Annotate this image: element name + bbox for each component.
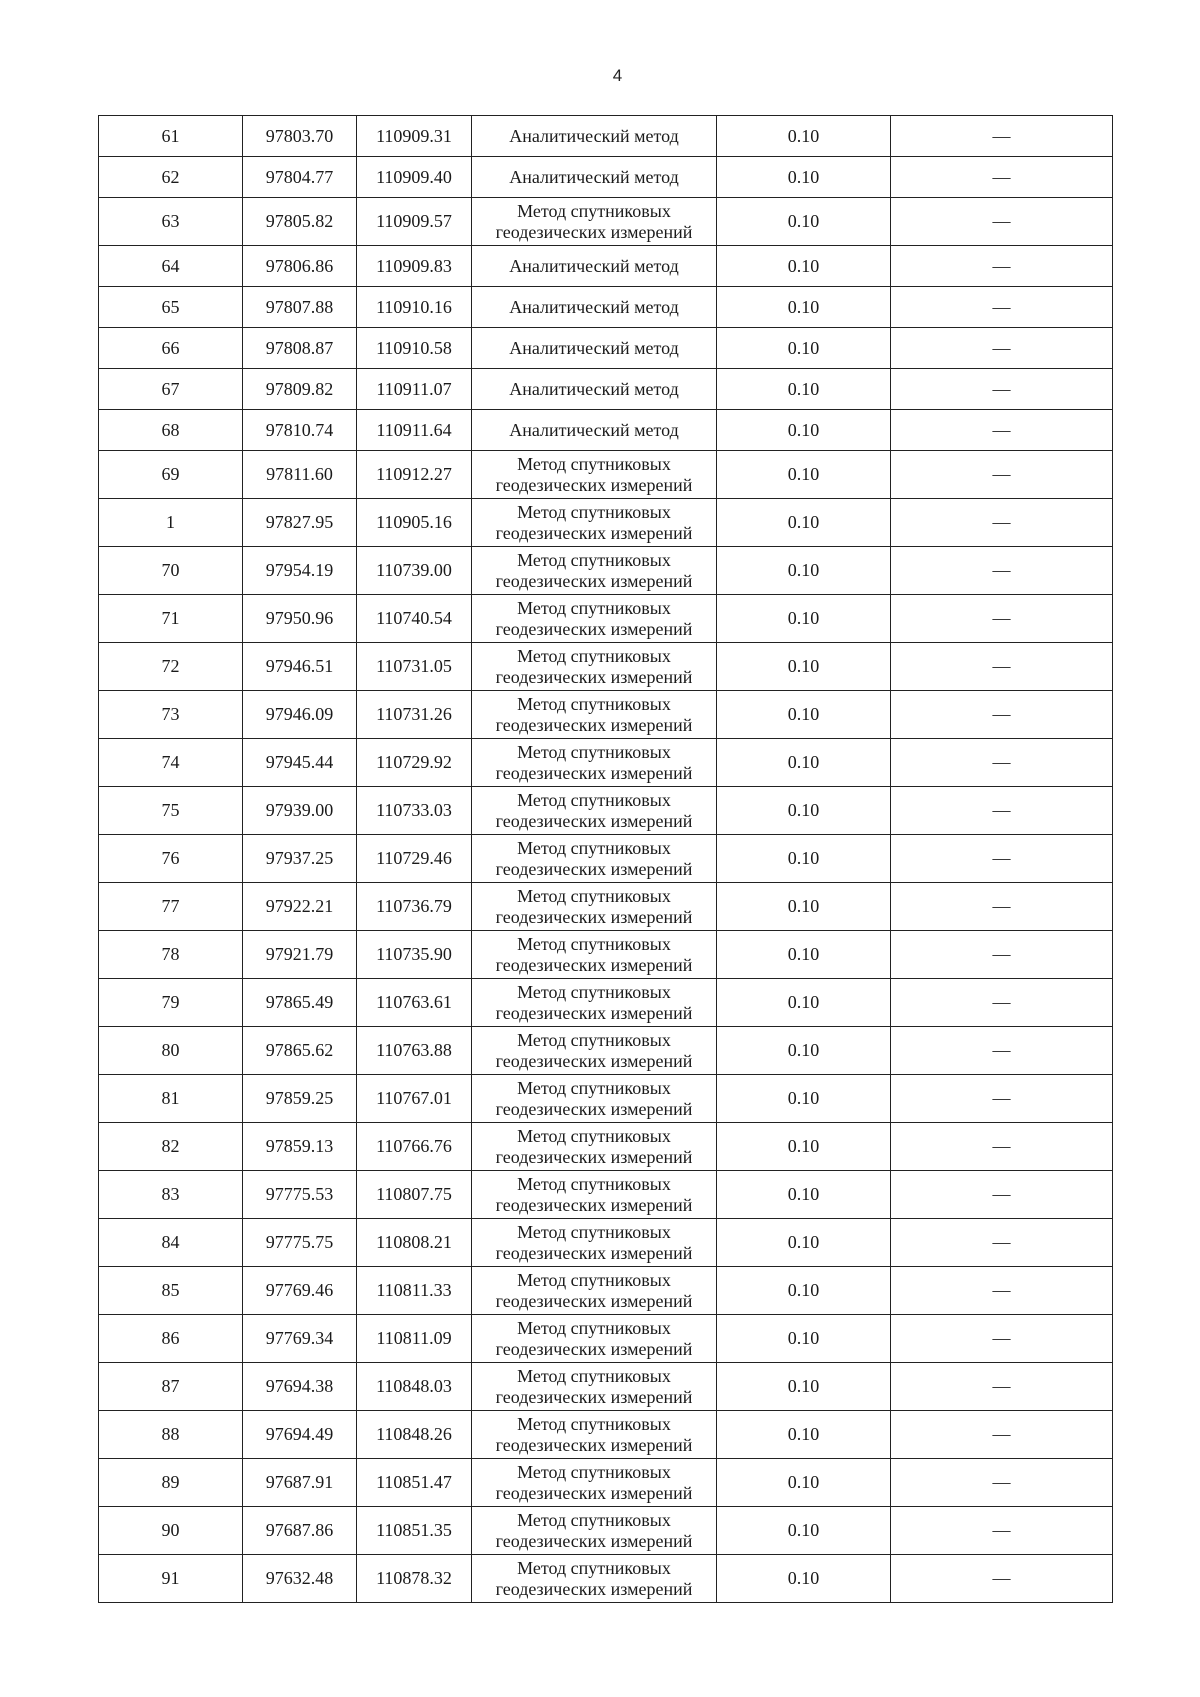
accuracy-cell: 0.10 bbox=[717, 1027, 891, 1075]
y-coordinate-cell: 110911.64 bbox=[357, 410, 472, 451]
point-number-cell: 80 bbox=[99, 1027, 243, 1075]
x-coordinate-cell: 97775.75 bbox=[243, 1219, 357, 1267]
table-row bbox=[99, 1171, 1113, 1219]
point-number-cell: 83 bbox=[99, 1171, 243, 1219]
table-row bbox=[99, 328, 1113, 369]
method-line: геодезических измерений bbox=[495, 1530, 693, 1551]
y-coordinate-cell: 110909.57 bbox=[357, 198, 472, 246]
table-row bbox=[99, 1219, 1113, 1267]
table-row bbox=[99, 157, 1113, 198]
method-cell bbox=[472, 1171, 717, 1219]
method-line: Метод спутниковых bbox=[517, 597, 671, 618]
method-line: Аналитический метод bbox=[509, 337, 679, 358]
note-cell: — bbox=[891, 595, 1113, 643]
point-number-cell: 72 bbox=[99, 643, 243, 691]
y-coordinate-cell: 110909.31 bbox=[357, 116, 472, 157]
point-number-cell: 89 bbox=[99, 1459, 243, 1507]
accuracy-cell: 0.10 bbox=[717, 198, 891, 246]
accuracy-cell: 0.10 bbox=[717, 1363, 891, 1411]
note-cell: — bbox=[891, 1507, 1113, 1555]
table-row bbox=[99, 410, 1113, 451]
point-number-cell: 68 bbox=[99, 410, 243, 451]
note-cell: — bbox=[891, 547, 1113, 595]
method-cell bbox=[472, 246, 717, 287]
method-cell bbox=[472, 116, 717, 157]
x-coordinate-cell: 97922.21 bbox=[243, 883, 357, 931]
method-line: геодезических измерений bbox=[495, 221, 693, 242]
method-cell bbox=[472, 198, 717, 246]
point-number-cell: 70 bbox=[99, 547, 243, 595]
accuracy-cell: 0.10 bbox=[717, 643, 891, 691]
note-cell: — bbox=[891, 1315, 1113, 1363]
y-coordinate-cell: 110766.76 bbox=[357, 1123, 472, 1171]
x-coordinate-cell: 97775.53 bbox=[243, 1171, 357, 1219]
method-cell bbox=[472, 1363, 717, 1411]
method-cell bbox=[472, 547, 717, 595]
x-coordinate-cell: 97811.60 bbox=[243, 451, 357, 499]
method-line: Метод спутниковых bbox=[517, 1221, 671, 1242]
table-row bbox=[99, 451, 1113, 499]
method-cell bbox=[472, 1459, 717, 1507]
x-coordinate-cell: 97950.96 bbox=[243, 595, 357, 643]
y-coordinate-cell: 110729.46 bbox=[357, 835, 472, 883]
method-line: Аналитический метод bbox=[509, 296, 679, 317]
method-cell bbox=[472, 835, 717, 883]
note-cell: — bbox=[891, 410, 1113, 451]
method-line: Метод спутниковых bbox=[517, 1077, 671, 1098]
point-number-cell: 77 bbox=[99, 883, 243, 931]
table-row bbox=[99, 1555, 1113, 1603]
table-row bbox=[99, 595, 1113, 643]
method-line: Метод спутниковых bbox=[517, 1509, 671, 1530]
method-line: геодезических измерений bbox=[495, 906, 693, 927]
point-number-cell: 67 bbox=[99, 369, 243, 410]
page-number: 4 bbox=[612, 66, 623, 85]
method-cell bbox=[472, 1411, 717, 1459]
table-row bbox=[99, 787, 1113, 835]
method-line: Метод спутниковых bbox=[517, 789, 671, 810]
method-line: Аналитический метод bbox=[509, 125, 679, 146]
table-row bbox=[99, 116, 1113, 157]
x-coordinate-cell: 97808.87 bbox=[243, 328, 357, 369]
method-line: геодезических измерений bbox=[495, 1242, 693, 1263]
method-line: геодезических измерений bbox=[495, 810, 693, 831]
method-cell bbox=[472, 157, 717, 198]
point-number-cell: 88 bbox=[99, 1411, 243, 1459]
table-row bbox=[99, 691, 1113, 739]
x-coordinate-cell: 97865.49 bbox=[243, 979, 357, 1027]
x-coordinate-cell: 97769.46 bbox=[243, 1267, 357, 1315]
accuracy-cell: 0.10 bbox=[717, 1075, 891, 1123]
accuracy-cell: 0.10 bbox=[717, 1123, 891, 1171]
x-coordinate-cell: 97632.48 bbox=[243, 1555, 357, 1603]
accuracy-cell: 0.10 bbox=[717, 595, 891, 643]
x-coordinate-cell: 97769.34 bbox=[243, 1315, 357, 1363]
method-line: Метод спутниковых bbox=[517, 1029, 671, 1050]
point-number-cell: 86 bbox=[99, 1315, 243, 1363]
point-number-cell: 71 bbox=[99, 595, 243, 643]
accuracy-cell: 0.10 bbox=[717, 369, 891, 410]
table-row bbox=[99, 1459, 1113, 1507]
y-coordinate-cell: 110905.16 bbox=[357, 499, 472, 547]
method-line: геодезических измерений bbox=[495, 954, 693, 975]
method-line: Аналитический метод bbox=[509, 166, 679, 187]
table-row bbox=[99, 369, 1113, 410]
accuracy-cell: 0.10 bbox=[717, 246, 891, 287]
method-cell bbox=[472, 883, 717, 931]
accuracy-cell: 0.10 bbox=[717, 931, 891, 979]
note-cell: — bbox=[891, 1075, 1113, 1123]
x-coordinate-cell: 97921.79 bbox=[243, 931, 357, 979]
method-line: Аналитический метод bbox=[509, 419, 679, 440]
y-coordinate-cell: 110733.03 bbox=[357, 787, 472, 835]
y-coordinate-cell: 110763.88 bbox=[357, 1027, 472, 1075]
accuracy-cell: 0.10 bbox=[717, 157, 891, 198]
method-line: Метод спутниковых bbox=[517, 1125, 671, 1146]
method-cell bbox=[472, 1507, 717, 1555]
note-cell: — bbox=[891, 198, 1113, 246]
point-number-cell: 79 bbox=[99, 979, 243, 1027]
note-cell: — bbox=[891, 1267, 1113, 1315]
method-line: геодезических измерений bbox=[495, 474, 693, 495]
note-cell: — bbox=[891, 1123, 1113, 1171]
x-coordinate-cell: 97859.25 bbox=[243, 1075, 357, 1123]
method-cell bbox=[472, 287, 717, 328]
point-number-cell: 85 bbox=[99, 1267, 243, 1315]
method-cell bbox=[472, 787, 717, 835]
x-coordinate-cell: 97805.82 bbox=[243, 198, 357, 246]
y-coordinate-cell: 110740.54 bbox=[357, 595, 472, 643]
point-number-cell: 62 bbox=[99, 157, 243, 198]
point-number-cell: 69 bbox=[99, 451, 243, 499]
y-coordinate-cell: 110878.32 bbox=[357, 1555, 472, 1603]
note-cell: — bbox=[891, 369, 1113, 410]
point-number-cell: 90 bbox=[99, 1507, 243, 1555]
method-line: геодезических измерений bbox=[495, 1578, 693, 1599]
method-line: геодезических измерений bbox=[495, 570, 693, 591]
method-line: геодезических измерений bbox=[495, 1146, 693, 1167]
method-cell bbox=[472, 1075, 717, 1123]
table-row bbox=[99, 287, 1113, 328]
method-line: геодезических измерений bbox=[495, 858, 693, 879]
point-number-cell: 82 bbox=[99, 1123, 243, 1171]
table-row bbox=[99, 246, 1113, 287]
method-line: Аналитический метод bbox=[509, 378, 679, 399]
table-row bbox=[99, 198, 1113, 246]
method-line: геодезических измерений bbox=[495, 1050, 693, 1071]
x-coordinate-cell: 97809.82 bbox=[243, 369, 357, 410]
note-cell: — bbox=[891, 1555, 1113, 1603]
accuracy-cell: 0.10 bbox=[717, 1315, 891, 1363]
method-line: Метод спутниковых bbox=[517, 453, 671, 474]
y-coordinate-cell: 110811.33 bbox=[357, 1267, 472, 1315]
coordinates-table bbox=[98, 115, 1113, 1603]
method-cell bbox=[472, 499, 717, 547]
x-coordinate-cell: 97803.70 bbox=[243, 116, 357, 157]
y-coordinate-cell: 110807.75 bbox=[357, 1171, 472, 1219]
point-number-cell: 87 bbox=[99, 1363, 243, 1411]
method-line: Метод спутниковых bbox=[517, 837, 671, 858]
y-coordinate-cell: 110731.26 bbox=[357, 691, 472, 739]
method-line: Метод спутниковых bbox=[517, 1269, 671, 1290]
method-line: геодезических измерений bbox=[495, 1098, 693, 1119]
x-coordinate-cell: 97945.44 bbox=[243, 739, 357, 787]
y-coordinate-cell: 110729.92 bbox=[357, 739, 472, 787]
accuracy-cell: 0.10 bbox=[717, 883, 891, 931]
y-coordinate-cell: 110808.21 bbox=[357, 1219, 472, 1267]
method-line: геодезических измерений bbox=[495, 1386, 693, 1407]
method-line: геодезических измерений bbox=[495, 714, 693, 735]
accuracy-cell: 0.10 bbox=[717, 287, 891, 328]
method-line: Метод спутниковых bbox=[517, 885, 671, 906]
table-row bbox=[99, 835, 1113, 883]
y-coordinate-cell: 110731.05 bbox=[357, 643, 472, 691]
y-coordinate-cell: 110851.35 bbox=[357, 1507, 472, 1555]
accuracy-cell: 0.10 bbox=[717, 691, 891, 739]
table-row bbox=[99, 1507, 1113, 1555]
note-cell: — bbox=[891, 691, 1113, 739]
accuracy-cell: 0.10 bbox=[717, 547, 891, 595]
note-cell: — bbox=[891, 116, 1113, 157]
method-line: геодезических измерений bbox=[495, 1194, 693, 1215]
table-row bbox=[99, 643, 1113, 691]
table-row bbox=[99, 1411, 1113, 1459]
method-line: Метод спутниковых bbox=[517, 549, 671, 570]
table-row bbox=[99, 1267, 1113, 1315]
note-cell: — bbox=[891, 1411, 1113, 1459]
method-cell bbox=[472, 328, 717, 369]
method-line: геодезических измерений bbox=[495, 1434, 693, 1455]
x-coordinate-cell: 97827.95 bbox=[243, 499, 357, 547]
method-line: Метод спутниковых bbox=[517, 933, 671, 954]
method-cell bbox=[472, 691, 717, 739]
y-coordinate-cell: 110912.27 bbox=[357, 451, 472, 499]
table-row bbox=[99, 1123, 1113, 1171]
x-coordinate-cell: 97687.86 bbox=[243, 1507, 357, 1555]
accuracy-cell: 0.10 bbox=[717, 1171, 891, 1219]
method-cell bbox=[472, 1555, 717, 1603]
note-cell: — bbox=[891, 931, 1113, 979]
y-coordinate-cell: 110911.07 bbox=[357, 369, 472, 410]
x-coordinate-cell: 97810.74 bbox=[243, 410, 357, 451]
method-line: Метод спутниковых bbox=[517, 645, 671, 666]
accuracy-cell: 0.10 bbox=[717, 451, 891, 499]
method-cell bbox=[472, 369, 717, 410]
point-number-cell: 74 bbox=[99, 739, 243, 787]
point-number-cell: 75 bbox=[99, 787, 243, 835]
x-coordinate-cell: 97865.62 bbox=[243, 1027, 357, 1075]
table-row bbox=[99, 499, 1113, 547]
accuracy-cell: 0.10 bbox=[717, 499, 891, 547]
method-cell bbox=[472, 931, 717, 979]
y-coordinate-cell: 110909.83 bbox=[357, 246, 472, 287]
x-coordinate-cell: 97946.51 bbox=[243, 643, 357, 691]
method-line: Метод спутниковых bbox=[517, 1173, 671, 1194]
method-cell bbox=[472, 451, 717, 499]
method-cell bbox=[472, 1219, 717, 1267]
y-coordinate-cell: 110735.90 bbox=[357, 931, 472, 979]
method-line: Метод спутниковых bbox=[517, 1461, 671, 1482]
accuracy-cell: 0.10 bbox=[717, 787, 891, 835]
point-number-cell: 65 bbox=[99, 287, 243, 328]
note-cell: — bbox=[891, 157, 1113, 198]
accuracy-cell: 0.10 bbox=[717, 410, 891, 451]
method-line: геодезических измерений bbox=[495, 1482, 693, 1503]
method-line: Аналитический метод bbox=[509, 255, 679, 276]
accuracy-cell: 0.10 bbox=[717, 116, 891, 157]
method-line: Метод спутниковых bbox=[517, 1413, 671, 1434]
table-row bbox=[99, 1363, 1113, 1411]
accuracy-cell: 0.10 bbox=[717, 328, 891, 369]
method-line: Метод спутниковых bbox=[517, 981, 671, 1002]
method-cell bbox=[472, 1315, 717, 1363]
table-row bbox=[99, 547, 1113, 595]
y-coordinate-cell: 110910.16 bbox=[357, 287, 472, 328]
method-line: геодезических измерений bbox=[495, 1290, 693, 1311]
method-line: Метод спутниковых bbox=[517, 693, 671, 714]
note-cell: — bbox=[891, 246, 1113, 287]
table-row bbox=[99, 1315, 1113, 1363]
method-line: Метод спутниковых bbox=[517, 1317, 671, 1338]
note-cell: — bbox=[891, 1027, 1113, 1075]
x-coordinate-cell: 97946.09 bbox=[243, 691, 357, 739]
method-line: Метод спутниковых bbox=[517, 741, 671, 762]
point-number-cell: 81 bbox=[99, 1075, 243, 1123]
x-coordinate-cell: 97806.86 bbox=[243, 246, 357, 287]
method-cell bbox=[472, 410, 717, 451]
note-cell: — bbox=[891, 979, 1113, 1027]
point-number-cell: 76 bbox=[99, 835, 243, 883]
y-coordinate-cell: 110736.79 bbox=[357, 883, 472, 931]
point-number-cell: 91 bbox=[99, 1555, 243, 1603]
accuracy-cell: 0.10 bbox=[717, 979, 891, 1027]
x-coordinate-cell: 97807.88 bbox=[243, 287, 357, 328]
point-number-cell: 66 bbox=[99, 328, 243, 369]
x-coordinate-cell: 97937.25 bbox=[243, 835, 357, 883]
method-line: геодезических измерений bbox=[495, 1002, 693, 1023]
y-coordinate-cell: 110848.03 bbox=[357, 1363, 472, 1411]
note-cell: — bbox=[891, 883, 1113, 931]
method-cell bbox=[472, 643, 717, 691]
note-cell: — bbox=[891, 1363, 1113, 1411]
note-cell: — bbox=[891, 499, 1113, 547]
method-line: геодезических измерений bbox=[495, 1338, 693, 1359]
point-number-cell: 63 bbox=[99, 198, 243, 246]
point-number-cell: 61 bbox=[99, 116, 243, 157]
note-cell: — bbox=[891, 1219, 1113, 1267]
method-cell bbox=[472, 1267, 717, 1315]
accuracy-cell: 0.10 bbox=[717, 1555, 891, 1603]
table-row bbox=[99, 883, 1113, 931]
table-row bbox=[99, 739, 1113, 787]
point-number-cell: 64 bbox=[99, 246, 243, 287]
x-coordinate-cell: 97939.00 bbox=[243, 787, 357, 835]
accuracy-cell: 0.10 bbox=[717, 1507, 891, 1555]
x-coordinate-cell: 97954.19 bbox=[243, 547, 357, 595]
accuracy-cell: 0.10 bbox=[717, 1411, 891, 1459]
y-coordinate-cell: 110909.40 bbox=[357, 157, 472, 198]
y-coordinate-cell: 110739.00 bbox=[357, 547, 472, 595]
point-number-cell: 84 bbox=[99, 1219, 243, 1267]
accuracy-cell: 0.10 bbox=[717, 739, 891, 787]
method-cell bbox=[472, 1027, 717, 1075]
note-cell: — bbox=[891, 1459, 1113, 1507]
y-coordinate-cell: 110767.01 bbox=[357, 1075, 472, 1123]
method-line: геодезических измерений bbox=[495, 762, 693, 783]
table-row bbox=[99, 1027, 1113, 1075]
accuracy-cell: 0.10 bbox=[717, 1267, 891, 1315]
note-cell: — bbox=[891, 451, 1113, 499]
coordinates-table-body bbox=[99, 116, 1113, 1603]
x-coordinate-cell: 97859.13 bbox=[243, 1123, 357, 1171]
table-row bbox=[99, 931, 1113, 979]
method-line: Метод спутниковых bbox=[517, 1557, 671, 1578]
point-number-cell: 73 bbox=[99, 691, 243, 739]
accuracy-cell: 0.10 bbox=[717, 835, 891, 883]
method-line: геодезических измерений bbox=[495, 666, 693, 687]
x-coordinate-cell: 97694.49 bbox=[243, 1411, 357, 1459]
method-cell bbox=[472, 1123, 717, 1171]
y-coordinate-cell: 110811.09 bbox=[357, 1315, 472, 1363]
table-row bbox=[99, 979, 1113, 1027]
method-line: Метод спутниковых bbox=[517, 200, 671, 221]
accuracy-cell: 0.10 bbox=[717, 1219, 891, 1267]
note-cell: — bbox=[891, 835, 1113, 883]
x-coordinate-cell: 97804.77 bbox=[243, 157, 357, 198]
method-line: геодезических измерений bbox=[495, 618, 693, 639]
y-coordinate-cell: 110763.61 bbox=[357, 979, 472, 1027]
y-coordinate-cell: 110910.58 bbox=[357, 328, 472, 369]
method-line: геодезических измерений bbox=[495, 522, 693, 543]
method-cell bbox=[472, 739, 717, 787]
x-coordinate-cell: 97694.38 bbox=[243, 1363, 357, 1411]
note-cell: — bbox=[891, 739, 1113, 787]
table-row bbox=[99, 1075, 1113, 1123]
method-cell bbox=[472, 595, 717, 643]
method-cell bbox=[472, 979, 717, 1027]
note-cell: — bbox=[891, 287, 1113, 328]
note-cell: — bbox=[891, 643, 1113, 691]
note-cell: — bbox=[891, 787, 1113, 835]
accuracy-cell: 0.10 bbox=[717, 1459, 891, 1507]
note-cell: — bbox=[891, 1171, 1113, 1219]
y-coordinate-cell: 110851.47 bbox=[357, 1459, 472, 1507]
y-coordinate-cell: 110848.26 bbox=[357, 1411, 472, 1459]
point-number-cell: 1 bbox=[99, 499, 243, 547]
method-line: Метод спутниковых bbox=[517, 501, 671, 522]
point-number-cell: 78 bbox=[99, 931, 243, 979]
method-line: Метод спутниковых bbox=[517, 1365, 671, 1386]
note-cell: — bbox=[891, 328, 1113, 369]
x-coordinate-cell: 97687.91 bbox=[243, 1459, 357, 1507]
